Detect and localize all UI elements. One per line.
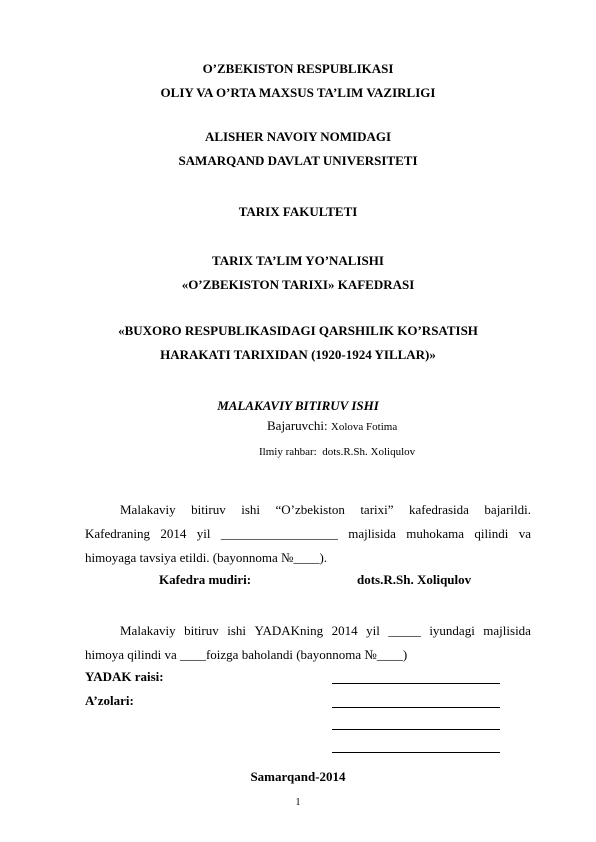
author-label: Bajaruvchi:	[267, 418, 328, 433]
commission-members-label: A’zolari:	[85, 693, 134, 708]
head-of-dept-label: Kafedra mudiri:	[159, 572, 252, 587]
member-signature-line-1	[332, 707, 500, 708]
topic-line-1: «BUXORO RESPUBLIKASIDAGI QARSHILIK KO’RSATISH	[118, 323, 478, 338]
member-signature-line-3	[332, 752, 500, 753]
word: YADAKning	[254, 623, 324, 638]
direction-name: TARIX TA’LIM YO’NALISHI	[212, 253, 384, 268]
university-line-2: SAMARQAND DAVLAT UNIVERSITETI	[178, 153, 418, 168]
place-year: Samarqand-2014	[250, 769, 346, 784]
word: 2014	[160, 526, 187, 541]
word: yil	[366, 623, 380, 638]
word: qilindi	[474, 526, 509, 541]
word: muhokama	[406, 526, 465, 541]
topic-line-2: HARAKATI TARIXIDAN (1920-1924 YILLAR)»	[160, 347, 436, 362]
para1-line-1	[120, 502, 531, 518]
word: Malakaviy	[120, 502, 176, 517]
para2-line-2: himoya qilindi va ____foizga baholandi (bayonnoma №____)	[85, 647, 408, 662]
page-number: 1	[295, 797, 301, 808]
word: ishi	[241, 502, 261, 517]
para2-line-1	[120, 623, 531, 639]
para1-line-2	[85, 526, 531, 542]
blank-line: __________________	[220, 526, 338, 541]
commission-chair-label: YADAK raisi:	[85, 669, 164, 684]
word: Kafedraning	[85, 526, 150, 541]
para1-line-3: himoyaga tavsiya etildi. (bayonnoma №____).	[85, 550, 328, 565]
word: “O’zbekiston	[275, 502, 345, 517]
word: ishi	[227, 623, 247, 638]
author-block	[267, 418, 397, 435]
chair-signature-line	[332, 683, 500, 684]
word: 2014	[331, 623, 358, 638]
member-signature-line-2	[332, 729, 500, 730]
word: bitiruv	[191, 502, 226, 517]
supervisor-name: dots.R.Sh. Xoliqulov	[322, 446, 416, 458]
word: kafedrasida	[409, 502, 469, 517]
university-line-1: ALISHER NAVOIY NOMIDAGI	[204, 129, 392, 144]
word: iyundagi	[429, 623, 475, 638]
faculty-name: TARIX FAKULTETI	[238, 204, 358, 219]
word: bitiruv	[184, 623, 219, 638]
word: yil	[196, 526, 211, 541]
word: Malakaviy	[120, 623, 176, 638]
author-name: Xolova Fotima	[330, 421, 398, 433]
word: va	[518, 526, 531, 541]
work-type: MALAKAVIY BITIRUV ISHI	[217, 398, 379, 413]
ministry-line-2: OLIY VA O’RTA MAXSUS TA’LIM VAZIRLIGI	[160, 85, 436, 100]
word: bajarildi.	[484, 502, 531, 517]
supervisor-label: Ilmiy rahbar:	[259, 446, 317, 458]
word: majlisida	[348, 526, 396, 541]
head-of-dept-name: dots.R.Sh. Xoliqulov	[357, 572, 472, 587]
department-name: «O’ZBEKISTON TARIXI» KAFEDRASI	[181, 277, 415, 292]
word: tarixi”	[360, 502, 394, 517]
word: majlisida	[483, 623, 531, 638]
supervisor-block	[259, 444, 415, 460]
blank-line: _____	[388, 623, 421, 638]
ministry-line-1: O’ZBEKISTON RESPUBLIKASI	[202, 61, 394, 76]
